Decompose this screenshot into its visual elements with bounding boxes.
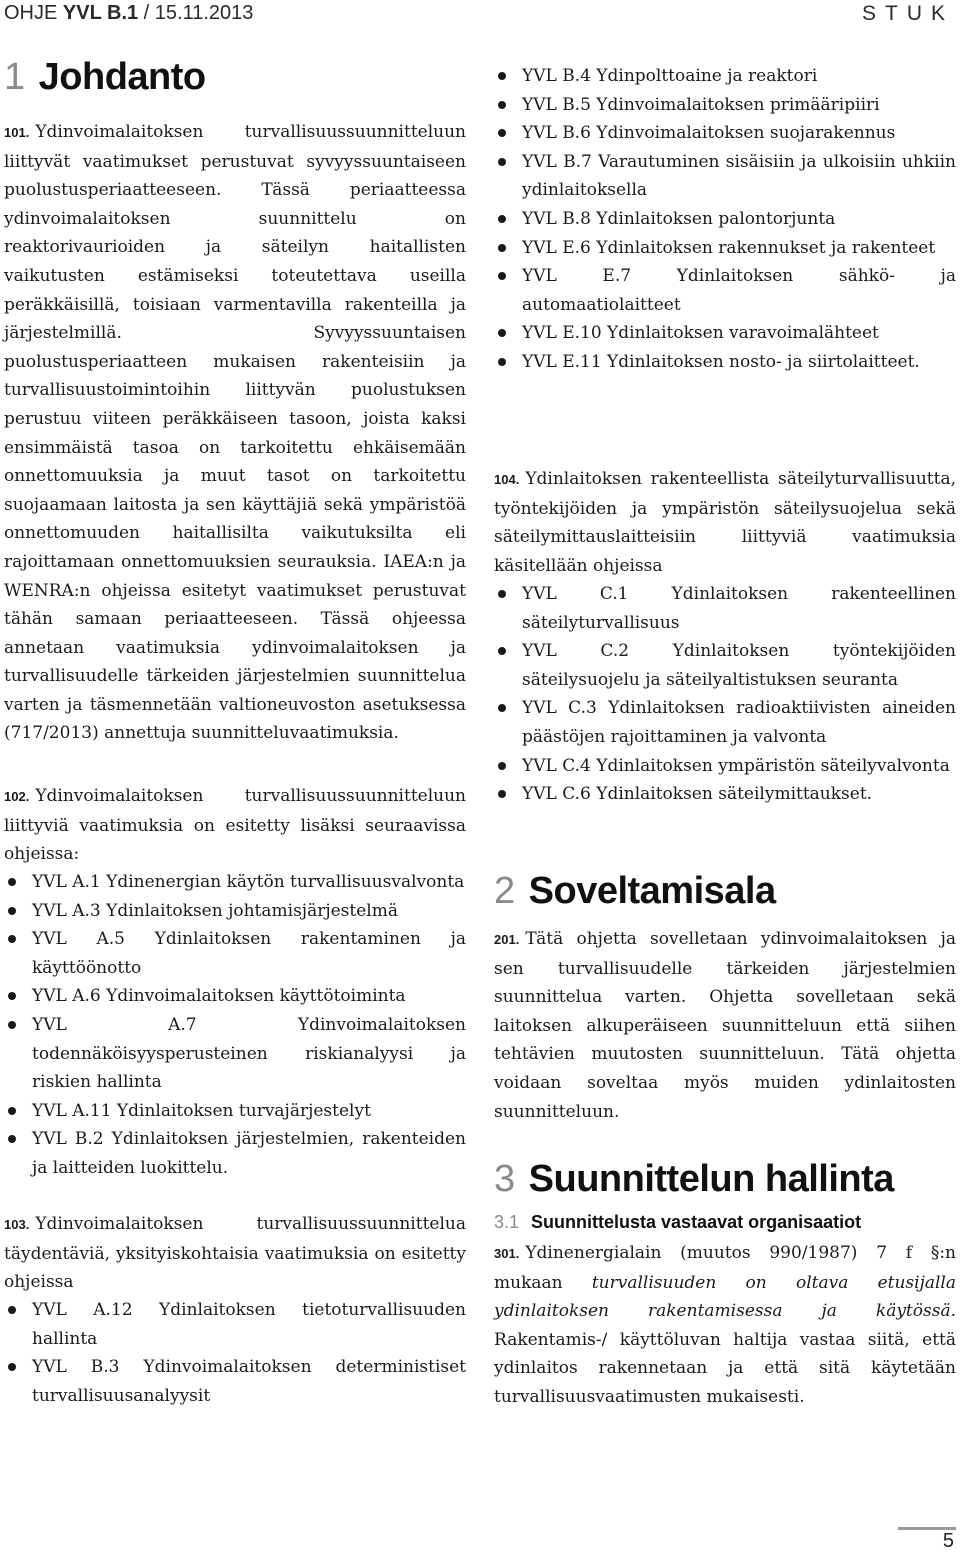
header-code: YVL B.1 bbox=[62, 2, 139, 24]
paragraph-text: Tätä ohjetta sovelletaan ydinvoimalaitoksen ja sen turvallisuudelle tärkeiden järjestelmien suunnittelua varten. Ohjetta sovelletaan sekä laitoksen alkuperäiseen suunnitteluun että siihen tehtävien muutosten suunnitteluun. Tätä ohjetta voidaan soveltaa myös muiden ydinlaitosten suunnitteluun. bbox=[494, 929, 956, 1122]
list-item: YVL E.11 Ydinlaitoksen nosto- ja siirtolaitteet. bbox=[494, 348, 956, 377]
list-item: YVL A.7 Ydinvoimalaitoksen todennäköisyysperusteinen riskianalyysi ja riskien hallinta bbox=[4, 1011, 466, 1097]
list-item: YVL B.6 Ydinvoimalaitoksen suojarakennus bbox=[494, 119, 956, 148]
paragraph-number: 102. bbox=[4, 789, 30, 804]
list-item: YVL B.8 Ydinlaitoksen palontorjunta bbox=[494, 205, 956, 234]
paragraph-text-a: Ydinenergialain (muutos 990/1987) 7 f §:n mukaan bbox=[494, 1243, 956, 1293]
list-item: YVL A.3 Ydinlaitoksen johtamisjärjestelmä bbox=[4, 897, 466, 926]
paragraph-text: Ydinlaitoksen rakenteellista säteilyturvallisuutta, työntekijöiden ja ympäristön säteilysuojelua sekä säteilymittauslaitteisiin liittyviä vaatimuksia käsitellään ohjeissa bbox=[494, 469, 956, 576]
section-title: Soveltamisala bbox=[528, 870, 776, 912]
list-item: YVL C.3 Ydinlaitoksen radioaktiivisten aineiden päästöjen rajoittaminen ja valvonta bbox=[494, 694, 956, 751]
section-title: Suunnittelun hallinta bbox=[528, 1158, 894, 1200]
paragraph-emphasis: turvallisuuden on oltava etusijalla ydinlaitoksen rakentamisessa ja käytössä. bbox=[494, 1272, 956, 1322]
paragraph-number: 301. bbox=[494, 1246, 520, 1261]
section-2-heading bbox=[494, 870, 776, 913]
paragraph-text: Ydinvoimalaitoksen turvallisuussuunnittelua täydentäviä, yksityiskohtaisia vaatimuksia on esitetty ohjeissa bbox=[4, 1214, 466, 1293]
subsection-3-1-heading bbox=[494, 1212, 861, 1233]
list-item: YVL A.11 Ydinlaitoksen turvajärjestelyt bbox=[4, 1097, 466, 1126]
list-item: YVL C.6 Ydinlaitoksen säteilymittaukset. bbox=[494, 780, 956, 809]
paragraph-number: 104. bbox=[494, 472, 520, 487]
list-item: YVL C.2 Ydinlaitoksen työntekijöiden säteilysuojelu ja säteilyaltistuksen seuranta bbox=[494, 637, 956, 694]
list-104 bbox=[494, 580, 956, 809]
list-item: YVL B.3 Ydinvoimalaitoksen deterministiset turvallisuusanalyysit bbox=[4, 1353, 466, 1410]
subsection-title: Suunnittelusta vastaavat organisaatiot bbox=[531, 1212, 862, 1232]
paragraph-102 bbox=[4, 782, 466, 869]
list-item: YVL A.12 Ydinlaitoksen tietoturvallisuuden hallinta bbox=[4, 1296, 466, 1353]
list-item: YVL B.2 Ydinlaitoksen järjestelmien, rakenteiden ja laitteiden luokittelu. bbox=[4, 1125, 466, 1182]
list-103-part-1 bbox=[4, 1296, 466, 1410]
list-item: YVL A.5 Ydinlaitoksen rakentaminen ja käyttöönotto bbox=[4, 925, 466, 982]
section-3-heading bbox=[494, 1158, 894, 1201]
paragraph-number: 103. bbox=[4, 1217, 30, 1232]
section-number: 3 bbox=[494, 1158, 515, 1200]
list-item: YVL E.6 Ydinlaitoksen rakennukset ja rakenteet bbox=[494, 234, 956, 263]
paragraph-201 bbox=[494, 925, 956, 1126]
list-item: YVL B.4 Ydinpolttoaine ja reaktori bbox=[494, 62, 956, 91]
list-item: YVL A.6 Ydinvoimalaitoksen käyttötoiminta bbox=[4, 982, 466, 1011]
list-item: YVL E.10 Ydinlaitoksen varavoimalähteet bbox=[494, 319, 956, 348]
list-item: YVL E.7 Ydinlaitoksen sähkö- ja automaatiolaitteet bbox=[494, 262, 956, 319]
section-number: 2 bbox=[494, 870, 515, 912]
paragraph-301 bbox=[494, 1239, 956, 1412]
header-prefix: OHJE bbox=[4, 2, 58, 24]
list-item: YVL B.7 Varautuminen sisäisiin ja ulkoisiin uhkiin ydinlaitoksella bbox=[494, 148, 956, 205]
header-guide-id bbox=[4, 2, 253, 25]
paragraph-text-b: Rakentamis-/ käyttöluvan haltija vastaa siitä, että ydinlaitos rakennetaan ja että sitä käytetään turvallisuusvaatimusten mukaisesti. bbox=[494, 1329, 956, 1407]
section-title: Johdanto bbox=[38, 56, 206, 98]
page-number: 5 bbox=[942, 1530, 954, 1552]
header-date: / 15.11.2013 bbox=[138, 2, 254, 24]
section-1-heading bbox=[4, 56, 206, 99]
list-item: YVL A.1 Ydinenergian käytön turvallisuusvalvonta bbox=[4, 868, 466, 897]
paragraph-103 bbox=[4, 1210, 466, 1297]
page-header bbox=[0, 0, 960, 30]
paragraph-number: 101. bbox=[4, 125, 30, 140]
paragraph-number: 201. bbox=[494, 932, 520, 947]
paragraph-text: Ydinvoimalaitoksen turvallisuussuunnitteluun liittyvät vaatimukset perustuvat syvyyssuuntaiseen puolustusperiaatteeseen. Tässä periaatteessa ydinvoimalaitoksen suunnittelu on reaktorivaurioiden ja säteilyn haitallisten vaikutusten estämiseksi toteutettava useilla peräkkäisillä, toisiaan varmentavilla rakenteilla ja järjestelmillä. Syvyyssuuntaisen puolustusperiaatteen mukaisen rakenteisiin ja turvallisuustoimintoihin liittyvän puolustuksen perustuu viiteen peräkkäiseen tasoon, joista kaksi ensimmäistä tasoa on tarkoitettu ehkäisemään onnettomuuksia ja muut tasot on tarkoitettu suojaamaan laitosta ja sen käyttäjiä sekä ympäristöä onnettomuuden haitallisilta vaikutuksilta eli rajoittamaan onnettomuuksien seurauksia. IAEA:n ja WENRA:n ohjeissa esitetyt vaatimukset perustuvat tähän samaan periaatteeseen. Tässä ohjeessa annetaan vaatimuksia ydinvoimalaitoksen ja turvallisuudelle tärkeiden järjestelmien suunnittelua varten ja täsmennetään valtioneuvoston asetuksessa (717/2013) annettuja suunnitteluvaatimuksia. bbox=[4, 122, 466, 744]
section-number: 1 bbox=[4, 56, 25, 98]
paragraph-text: Ydinvoimalaitoksen turvallisuussuunnitteluun liittyviä vaatimuksia on esitetty lisäksi seuraavissa ohjeissa: bbox=[4, 786, 466, 865]
list-item: YVL B.5 Ydinvoimalaitoksen primääripiiri bbox=[494, 91, 956, 120]
list-102 bbox=[4, 868, 466, 1183]
paragraph-104 bbox=[494, 465, 956, 580]
list-item: YVL C.1 Ydinlaitoksen rakenteellinen säteilyturvallisuus bbox=[494, 580, 956, 637]
list-item: YVL C.4 Ydinlaitoksen ympäristön säteilyvalvonta bbox=[494, 752, 956, 781]
header-org: STUK bbox=[861, 2, 954, 25]
list-103-part-2 bbox=[494, 62, 956, 377]
subsection-number: 3.1 bbox=[494, 1212, 520, 1232]
paragraph-101 bbox=[4, 118, 466, 748]
